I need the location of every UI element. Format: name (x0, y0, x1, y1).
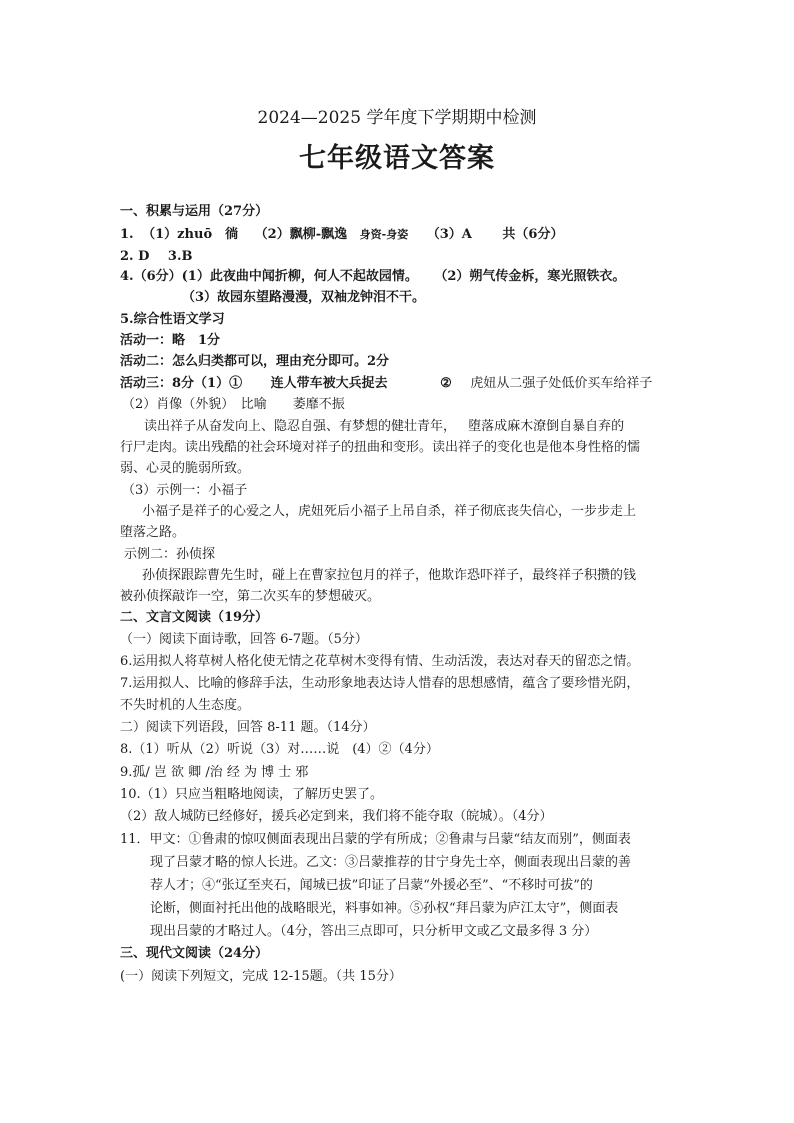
answer-line: （3）故园东望路漫漫，双袖龙钟泪不干。 (182, 290, 426, 305)
answer-line: 10.（1）只应当粗略地阅读，了解历史罢了。 (120, 787, 383, 802)
answer-text: 4.（6分）(1）此夜曲中闻折柳，何人不起故园情。 (120, 269, 418, 284)
answer-text: ② (440, 376, 452, 391)
answer-line: 论断，侧面衬托出他的战略眼光，料事如神。⑤孙权“拜吕蒙为庐江太守”，侧面表 (150, 901, 619, 916)
answer-line: 小福子是祥子的心爱之人，虎妞死后小福子上吊自杀，祥子彻底丧失信心，一步步走上 (142, 504, 637, 519)
answer-line: 现了吕蒙才略的惊人长进。乙文：③吕蒙推荐的甘宁身先士卒，侧面表现出吕蒙的善 (150, 855, 632, 870)
score-note: 共（6分） (502, 227, 564, 242)
section-heading: 二、文言文阅读（19分） (120, 610, 269, 625)
answer-line: 堕落之路。 (120, 525, 186, 540)
answer-line (120, 226, 563, 244)
answer-text: 身资-身姿 (359, 228, 409, 241)
answer-line: 现出吕蒙的才略过人。（4分，答出三点即可，只分析甲文或乙文最多得 3 分） (150, 924, 598, 939)
section-heading: 一、积累与运用（27分） (120, 204, 269, 219)
answer-line: 被孙侦探敲诈一空，第二次买车的梦想破灭。 (120, 589, 381, 604)
answer-text: （1）zhuō 徜 (142, 227, 239, 242)
answer-line: 9.孤/ 岂 欲 卿 /治 经 为 博 士 邪 (120, 765, 309, 780)
answer-line: （3）示例一：小福子 (122, 483, 248, 498)
answer-text: 读出祥子从奋发向上、隐忍自强、有梦想的健壮青年， (144, 419, 457, 434)
answer-line: 孙侦探跟踪曹先生时，碰上在曹家拉包月的祥子，他欺诈恐吓祥子，最终祥子积攒的钱 (142, 568, 637, 583)
answer-text: 3.B (167, 249, 193, 264)
answer-line: 活动二：怎么归类都可以，理由充分即可。2分 (120, 354, 390, 369)
question-number: 1. (120, 227, 134, 242)
answer-line: 弱、心灵的脆弱所致。 (120, 461, 251, 476)
answer-text: 2. D (120, 249, 150, 264)
subsection-heading: 二）阅读下列语段，回答 8-11 题。（14分） (120, 720, 376, 735)
answer-text: （2）朔气传金柝，寒光照铁衣。 (434, 269, 626, 284)
subsection-heading: (一）阅读下列短文，完成 12-15题。（共 15分） (120, 969, 402, 984)
question-heading: 5.综合性语文学习 (120, 312, 225, 327)
answer-text: （3）A (426, 227, 472, 242)
answer-text: 连人带车被大兵捉去 (270, 376, 388, 391)
answer-text: 堕落成麻木潦倒自暴自弃的 (468, 419, 625, 434)
answer-line (120, 248, 192, 266)
answer-line: 荐人才；④“张辽至夹石，闻城已拔”印证了吕蒙“外援必至”、“不移时可拔”的 (150, 878, 593, 893)
answer-line: 6.运用拟人将草树人格化使无情之花草树木变得有情、生动活泼，表达对春天的留恋之情。 (120, 654, 640, 669)
answer-line: 7.运用拟人、比喻的修辞手法，生动形象地表达诗人惜春的思想感情，蕴含了要珍惜光阴， (120, 676, 640, 691)
answer-line: 不失时机的人生态度。 (120, 698, 251, 713)
answer-line: 示例二：孙侦探 (124, 547, 216, 562)
answer-line: （2）肖像（外貌） 比喻 萎靡不振 (122, 397, 345, 412)
page-title: 七年级语文答案 (299, 143, 495, 174)
exam-title: 2024—2025 学年度下学期期中检测 (257, 108, 537, 128)
answer-text: 虎妞从二强子处低价买车给祥子 (470, 376, 653, 391)
answer-line: （2）敌人城防已经修好，援兵必定到来，我们将不能夺取（皖城）。（4分） (120, 809, 553, 824)
answer-line: 11．甲文：①鲁肃的惊叹侧面表现出吕蒙的学有所成；②鲁肃与吕蒙“结友而别”，侧面表 (120, 832, 631, 847)
answer-line (120, 268, 625, 286)
answer-line: 8.（1）听从（2）听说（3）对……说 (4）②（4分） (120, 742, 439, 757)
subsection-heading: （一）阅读下面诗歌，回答 6-7题。（5分） (120, 632, 368, 647)
answer-line: 活动一：略 1分 (120, 333, 221, 348)
answer-text: （2）飘柳-飘逸 (254, 227, 348, 242)
answer-line (144, 418, 624, 436)
answer-line: 行尸走肉。读出残酷的社会环境对祥子的扭曲和变形。读出祥子的变化也是他本身性格的懦 (120, 440, 641, 455)
answer-line (120, 375, 652, 393)
section-heading: 三、现代文阅读（24分） (120, 946, 269, 961)
answer-text: 活动三：8分（1）① (120, 376, 243, 391)
